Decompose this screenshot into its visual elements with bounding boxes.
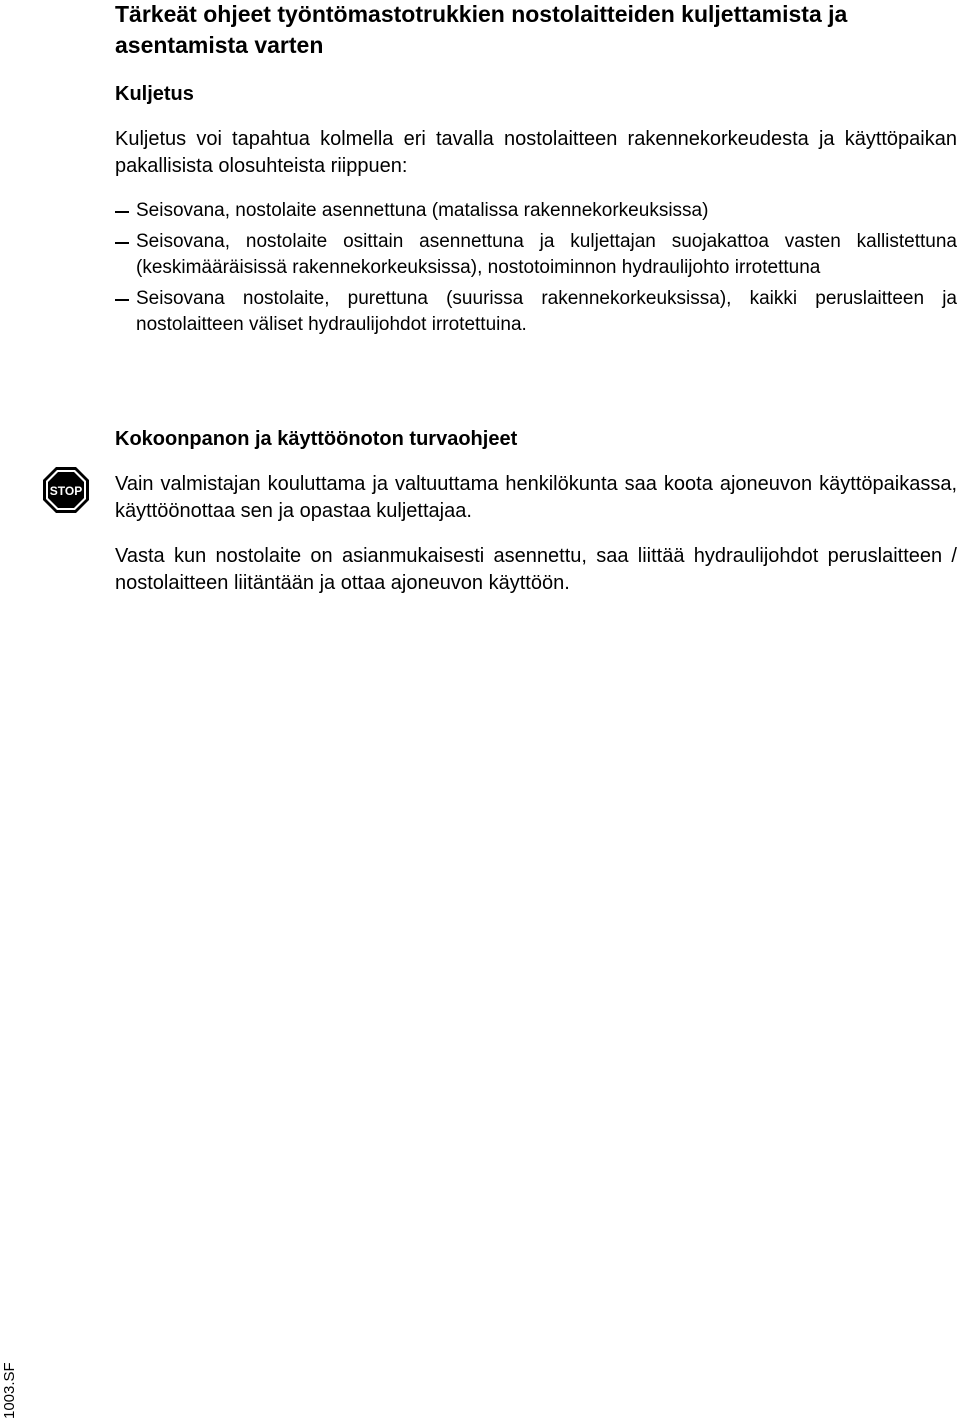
stop-sign-icon xyxy=(42,466,90,514)
list-item-text: Seisovana, nostolaite asennettuna (matalissa rakennekorkeuksissa) xyxy=(136,200,709,221)
section-heading-safety: Kokoonpanon ja käyttöönoton turvaohjeet xyxy=(115,428,518,450)
dash-bullet-icon xyxy=(115,242,129,244)
list-item-text: Seisovana, nostolaite osittain asennettuna ja kuljettajan suojakattoa vasten kallistettuna (keskimääräisissä rakennekorkeuksissa), nostotoiminnon hydraulijohto irrotettuna xyxy=(136,230,957,278)
list-item xyxy=(115,286,957,339)
transport-intro: Kuljetus voi tapahtua kolmella eri tavalla nostolaitteen rakennekorkeudesta ja käyttöpaikan pakallisista olosuhteista riippuen: xyxy=(115,128,957,177)
transport-options-list xyxy=(115,198,957,343)
dash-bullet-icon xyxy=(115,211,129,213)
safety-paragraph-2: Vasta kun nostolaite on asianmukaisesti asennettu, saa liittää hydraulijohdot peruslaitteen / nostolaitteen liitäntään ja ottaa ajoneuvon käyttöön. xyxy=(115,545,957,594)
document-code: 1003.SF xyxy=(1,1362,18,1419)
list-item xyxy=(115,198,957,225)
section-heading-transport: Kuljetus xyxy=(115,83,194,105)
list-item xyxy=(115,229,957,282)
dash-bullet-icon xyxy=(115,299,129,301)
safety-paragraph-1: Vain valmistajan kouluttama ja valtuuttama henkilökunta saa koota ajoneuvon käyttöpaikassa, käyttöönottaa sen ja opastaa kuljettajaa. xyxy=(115,473,957,522)
list-item-text: Seisovana nostolaite, purettuna (suurissa rakennekorkeuksissa), kaikki peruslaitteen ja nostolaitteen väliset hydraulijohdot irrotettuina. xyxy=(136,287,957,335)
stop-sign-text: STOP xyxy=(49,484,83,498)
page-title: Tärkeät ohjeet työntömastotrukkien nostolaitteiden kuljettamista ja asentamista varten xyxy=(115,1,848,58)
